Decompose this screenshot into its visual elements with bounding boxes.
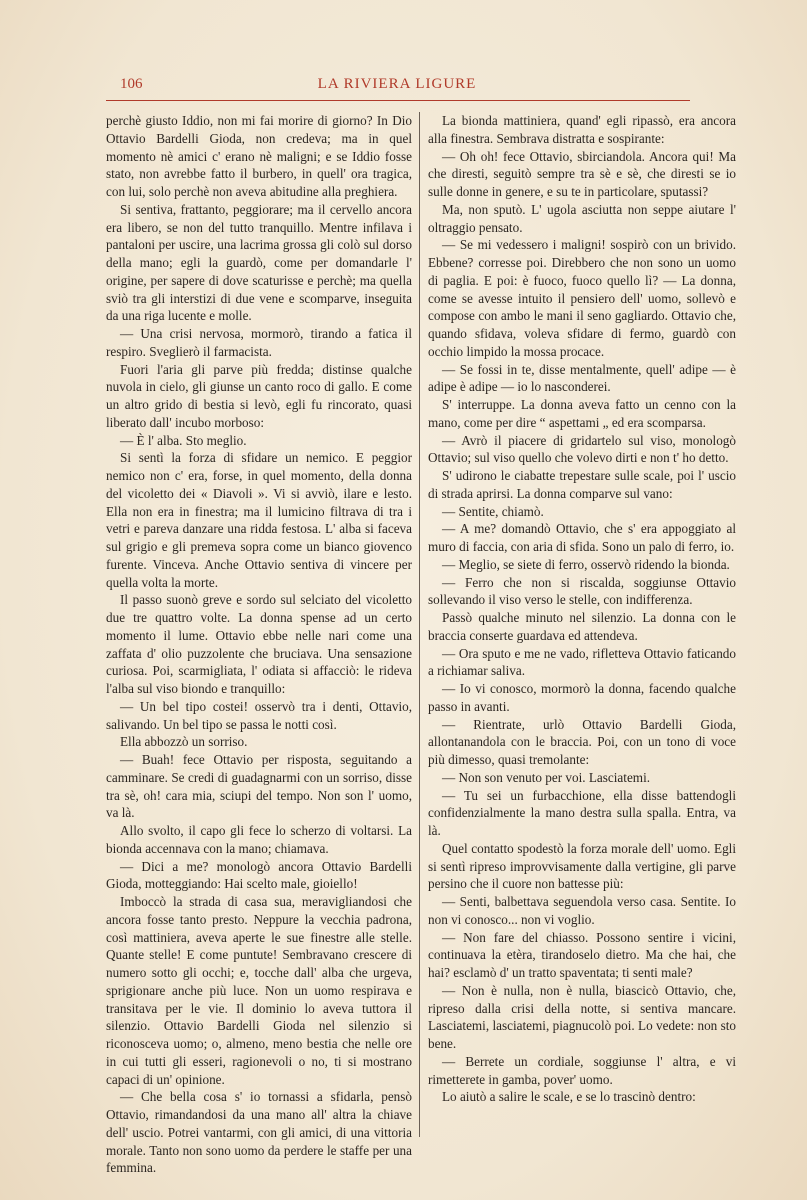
paragraph: — Che bella cosa s' io tornassi a sfidarla, pensò Ottavio, rimandandosi da una mano all' altra la chiave dell' uscio. Potrei vantarmi, con gli amici, di una vittoria morale. Tanto non sono uomo da perdere le staffe per una femmina. [106,1089,412,1176]
paragraph: Lo aiutò a salire le scale, e se lo trascinò dentro: [442,1089,696,1105]
paragraph: Ma, non sputò. L' ugola asciutta non seppe aiutare l' oltraggio pensato. [428,201,736,235]
paragraph: — Sentite, chiamò. [442,503,544,519]
paragraph: — Non è nulla, non è nulla, biascicò Ottavio, che, ripreso dalla crisi della notte, si sentiva mancare. Lasciatemi, lasciatemi, piagnucolò poi. Lo vedete: non sto bene. [428,982,736,1051]
paragraph: — Berrete un cordiale, soggiunse l' altra, e vi rimetterete in gamba, pover' uomo. [428,1053,736,1087]
paragraph: S' interruppe. La donna aveva fatto un cenno con la mano, come per dire “ aspettami „ ed era scomparsa. [428,397,736,430]
paragraph: Fuori l'aria gli parve più fredda; distinse qualche nuvola in cielo, gli giunse un canto roco di gallo. E come un altro grido di bestia si levò, egli fu rincorato, quasi liberato dall' incubo morboso: [106,361,412,430]
header-rule [106,100,690,101]
paragraph: — È l' alba. Sto meglio. [120,432,247,448]
paragraph: — Buah! fece Ottavio per risposta, seguitando a camminare. Se credi di guadagnarmi con un sorriso, disse tra sè, oh! cara mia, sciupi del tempo. Non son l' uomo, va là. [106,752,412,821]
paragraph: — Tu sei un furbacchione, ella disse battendogli confidenzialmente la mano destra sulla spalla. Entra, va là. [428,787,736,838]
paragraph: Imboccò la strada di casa sua, meravigliandosi che ancora fosse tanto presto. Neppure la vecchia padrona, così mattiniera, aveva aperte le sue finestre alle stelle. Quante stelle! E come puntute! Sembravano crescere di numero sotto gli occhi; e, tocche dall' alba che urgeva, sprigionare anche più luce. Non un uomo respirava e transitava per le vie. Il dominio lo aveva tuttora il silenzio. Ottavio Bardelli Gioda nel silenzio si riconosceva uomo; o, almeno, meno bestia che nelle ore in cui tutti gli esseri, ragionevoli o no, ti si mostrano capaci di un' opinione. [106,894,412,1087]
paragraph: Allo svolto, il capo gli fece lo scherzo di voltarsi. La bionda accennava con la mano; chiamava. [106,823,412,856]
paragraph: Quel contatto spodestò la forza morale dell' uomo. Egli si sentì ripreso improvvisamente dalla vertigine, gli parve persino che il cuore non battesse più: [428,840,736,892]
left-column [106,112,412,1177]
paragraph: — Se fossi in te, disse mentalmente, quell' adipe — è adipe è adipe — io lo nasconderei. [428,361,736,395]
paragraph: — Io vi conosco, mormorò la donna, facendo qualche passo in avanti. [428,681,736,714]
paragraph: La bionda mattiniera, quand' egli ripassò, era ancora alla finestra. Sembrava distratta e sospirante: [428,113,736,146]
running-title: LA RIVIERA LIGURE [317,76,477,92]
paragraph: — Una crisi nervosa, mormorò, tirando a fatica il respiro. Sveglierò il farmacista. [106,326,412,359]
running-header [106,76,688,100]
paragraph: — Meglio, se siete di ferro, osservò ridendo la bionda. [442,556,730,572]
paragraph: Si sentiva, frattanto, peggiorare; ma il cervello ancora era libero, se non del tutto tranquillo. Mentre infilava i pantaloni per uscire, una lacrima grossa gli colò sul dorso della mano; egli la guardò, come per domandarle l' origine, per sapere di dove scaturisse e perchè; ma quella sviò tra gli interstizi di due vene e scomparve, inseguita da una riga lucente e molle. [106,201,412,324]
paragraph: — Rientrate, urlò Ottavio Bardelli Gioda, allontanandola con le braccia. Poi, con un tono di voce più dimesso, quasi tremolante: [428,716,736,767]
column-divider [419,112,420,1137]
paragraph: perchè giusto Iddio, non mi fai morire di giorno? In Dio Ottavio Bardelli Gioda, non credeva; ma in quel momento nè amici c' erano nè maligni; e se Iddio fosse stato, non avrebbe fatto il burbero, in quell' ora tragica, con lui, solo perchè non aveva abitudine alla preghiera. [106,113,412,199]
paragraph: — Dici a me? monologò ancora Ottavio Bardelli Gioda, motteggiando: Hai scelto male, gioiello! [106,858,412,892]
paragraph: — Ferro che non si riscalda, soggiunse Ottavio sollevando il viso verso le stelle, con indifferenza. [428,574,736,608]
paragraph: — Non son venuto per voi. Lasciatemi. [442,769,651,785]
paragraph: — Senti, balbettava seguendola verso casa. Sentite. Io non vi conosco... non vi voglio. [428,894,736,927]
paragraph: — A me? domandò Ottavio, che s' era appoggiato al muro di faccia, con aria di sfida. Sono un palo di ferro, io. [428,521,736,554]
paragraph: — Avrò il piacere di gridartelo sul viso, monologò Ottavio; sul viso quello che volevo dirti e non t' ho detto. [428,432,736,466]
paragraph: S' udirono le ciabatte trepestare sulle scale, poi l' uscio di strada aprirsi. La donna comparve sul vano: [428,468,736,501]
paragraph: — Se mi vedessero i maligni! sospirò con un brivido. Ebbene? corresse poi. Direbbero che non sono un uomo di paglia. E poi: è fuoco, fuoco quello lì? — La donna, come se avesse intuito il pensiero dell' uomo, sollevò e compose con ambo le mani il seno gagliardo. Ottavio che, quando sfidava, voleva sfidare di fermo, guardò con occhio limpido la mossa procace. [428,237,736,359]
paragraph: — Un bel tipo costei! osservò tra i denti, Ottavio, salivando. Un bel tipo se passa le notti così. [106,698,412,732]
paragraph: Si sentì la forza di sfidare un nemico. E peggior nemico non c' era, forse, in quel momento, della donna del vicoletto dei « Diavoli ». Vi si avviò, ilare e lesto. Ella non era in finestra; ma il lumicino filtrava di tra i vetri e pareva danzare una ridda festosa. L' alba si faceva sul grigio e gli premeva sopra come un bianco giovenco furente. Vinceva. Anche Ottavio sentiva di vincere per quella volta la morte. [106,450,412,590]
page-number: 106 [120,76,143,92]
paragraph: — Non fare del chiasso. Possono sentire i vicini, continuava la etèra, tirandoselo dietro. Ma che hai, che hai? esclamò d' un tratto spaventata; ti senti male? [428,929,736,980]
paragraph: Ella abbozzò un sorriso. [120,734,248,750]
paragraph: Il passo suonò greve e sordo sul selciato del vicoletto due tre quattro volte. La donna spense ad un certo momento il lume. Ottavio ebbe nelle nari come una zaffata d' olio puzzolente che bruciava. Una sensazione curiosa. Poi, scarmigliata, l' odiata si affacciò: le rideva l'alba sul viso biondo e tranquillo: [106,592,412,696]
paragraph: — Ora sputo e me ne vado, rifletteva Ottavio faticando a richiamar saliva. [428,645,736,679]
right-column [428,112,736,1106]
paragraph: — Oh oh! fece Ottavio, sbirciandola. Ancora qui! Ma che diresti, seguitò sempre tra sè e sè, che diresti se io sulle donne in genere, e su te in particolare, sputassi? [428,148,736,199]
paragraph: Passò qualche minuto nel silenzio. La donna con le braccia conserte guardava ed attendeva. [428,610,736,643]
